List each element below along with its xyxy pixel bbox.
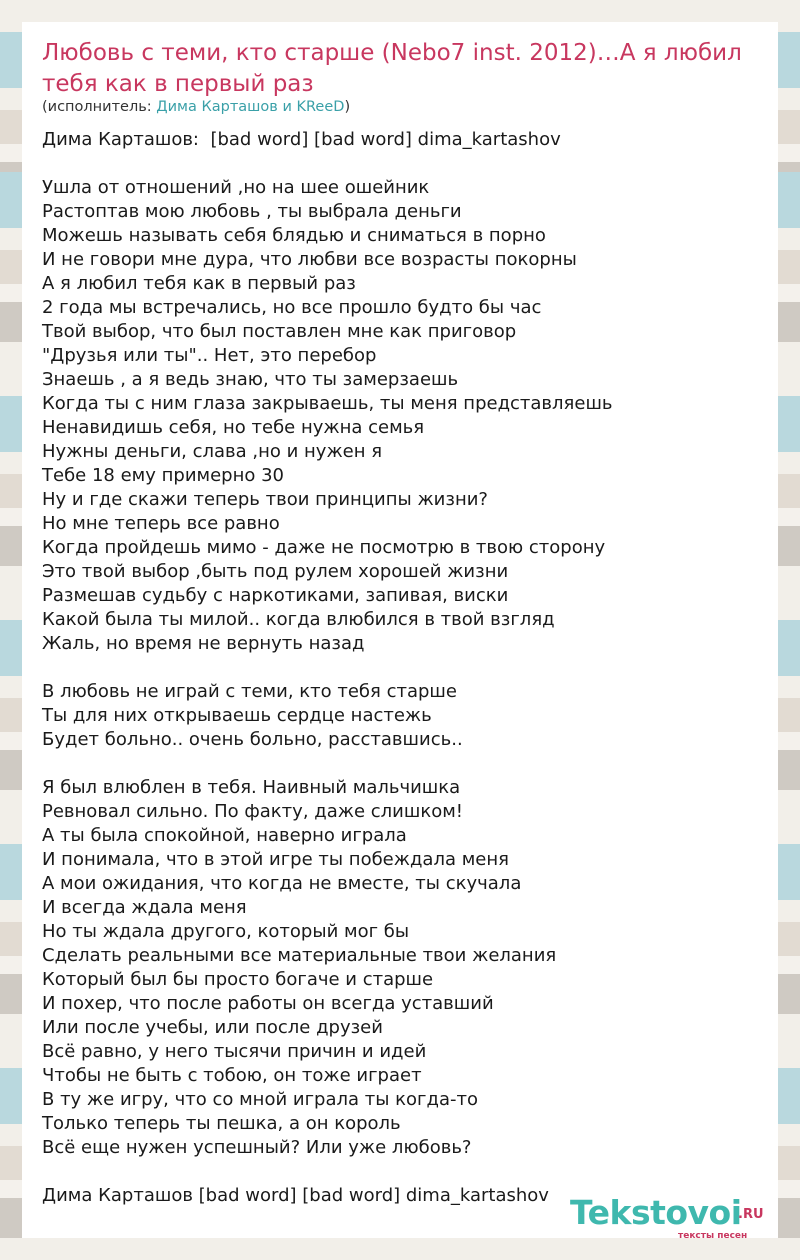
- stanza-gap: [42, 152, 772, 176]
- lyric-line: А я любил тебя как в первый раз: [42, 273, 356, 294]
- lyric-line: Всё равно, у него тысячи причин и идей: [42, 1041, 427, 1062]
- lyric-line: Это твой выбор ,быть под рулем хорошей жизни: [42, 561, 509, 582]
- site-logo[interactable]: [570, 1193, 775, 1243]
- lyric-line: Я был влюблен в тебя. Наивный мальчишка: [42, 777, 461, 798]
- lyric-line: Который был бы просто богаче и старше: [42, 969, 434, 990]
- lyric-line: Ты для них открываешь сердце настежь: [42, 705, 432, 726]
- lyric-line: Тебе 18 ему примерно 30: [42, 465, 284, 486]
- lyric-line: Но мне теперь все равно: [42, 513, 280, 534]
- lyric-line: И всегда ждала меня: [42, 897, 247, 918]
- lyric-line: И понимала, что в этой игре ты побеждала меня: [42, 849, 509, 870]
- lyric-line: Дима Карташов: [bad word] [bad word] dima_kartashov: [42, 129, 561, 150]
- stanza-gap: [42, 1160, 772, 1184]
- lyric-line: Нужны деньги, слава ,но и нужен я: [42, 441, 383, 462]
- lyric-line: Всё еще нужен успешный? Или уже любовь?: [42, 1137, 472, 1158]
- artist-prefix: (исполнитель:: [42, 99, 157, 115]
- logo-wordmark: Tekstovoi: [570, 1193, 742, 1232]
- lyric-line: Дима Карташов [bad word] [bad word] dima_kartashov: [42, 1185, 549, 1206]
- lyric-line: В ту же игру, что со мной играла ты когда-то: [42, 1089, 478, 1110]
- lyrics-text: [42, 128, 772, 1208]
- lyric-line: Какой была ты милой.. когда влюбился в твой взгляд: [42, 609, 555, 630]
- lyric-line: Или после учебы, или после друзей: [42, 1017, 383, 1038]
- lyric-line: А ты была спокойной, наверно играла: [42, 825, 407, 846]
- lyric-line: Чтобы не быть с тобою, он тоже играет: [42, 1065, 422, 1086]
- lyric-line: Ненавидишь себя, но тебе нужна семья: [42, 417, 425, 438]
- lyric-line: Ну и где скажи теперь твои принципы жизни?: [42, 489, 488, 510]
- lyric-line: Будет больно.. очень больно, расставшись..: [42, 729, 463, 750]
- artist-link[interactable]: Дима Карташов и KReeD: [156, 99, 345, 115]
- lyric-line: Растоптав мою любовь , ты выбрала деньги: [42, 201, 462, 222]
- artist-suffix: ): [344, 99, 351, 115]
- artist-line: [42, 97, 350, 117]
- lyric-line: Сделать реальными все материальные твои желания: [42, 945, 557, 966]
- lyric-line: Можешь называть себя блядью и сниматься в порно: [42, 225, 546, 246]
- lyric-line: А мои ожидания, что когда не вместе, ты скучала: [42, 873, 522, 894]
- lyric-line: И не говори мне дура, что любви все возрасты покорны: [42, 249, 577, 270]
- lyric-line: Твой выбор, что был поставлен мне как приговор: [42, 321, 517, 342]
- lyric-line: Жаль, но время не вернуть назад: [42, 633, 365, 654]
- lyric-line: 2 года мы встречались, но все прошло будто бы час: [42, 297, 542, 318]
- lyric-line: Когда ты с ним глаза закрываешь, ты меня представляешь: [42, 393, 613, 414]
- logo-domain: .RU: [738, 1207, 764, 1222]
- song-title: Любовь с теми, кто старше (Nebo7 inst. 2012)…А я любил тебя как в первый раз: [42, 40, 742, 97]
- lyric-line: Ушла от отношений ,но на шее ошейник: [42, 177, 430, 198]
- lyric-line: В любовь не играй с теми, кто тебя старше: [42, 681, 457, 702]
- lyric-line: Но ты ждала другого, который мог бы: [42, 921, 410, 942]
- stanza-gap: [42, 656, 772, 680]
- lyric-line: "Друзья или ты".. Нет, это перебор: [42, 345, 377, 366]
- lyric-line: Знаешь , а я ведь знаю, что ты замерзаешь: [42, 369, 459, 390]
- stanza-gap: [42, 752, 772, 776]
- lyric-line: И похер, что после работы он всегда уставший: [42, 993, 494, 1014]
- lyric-line: Размешав судьбу с наркотиками, запивая, виски: [42, 585, 509, 606]
- lyric-line: Когда пройдешь мимо - даже не посмотрю в твою сторону: [42, 537, 606, 558]
- lyric-line: Только теперь ты пешка, а он король: [42, 1113, 401, 1134]
- lyric-line: Ревновал сильно. По факту, даже слишком!: [42, 801, 463, 822]
- logo-tagline: тексты песен: [678, 1231, 748, 1241]
